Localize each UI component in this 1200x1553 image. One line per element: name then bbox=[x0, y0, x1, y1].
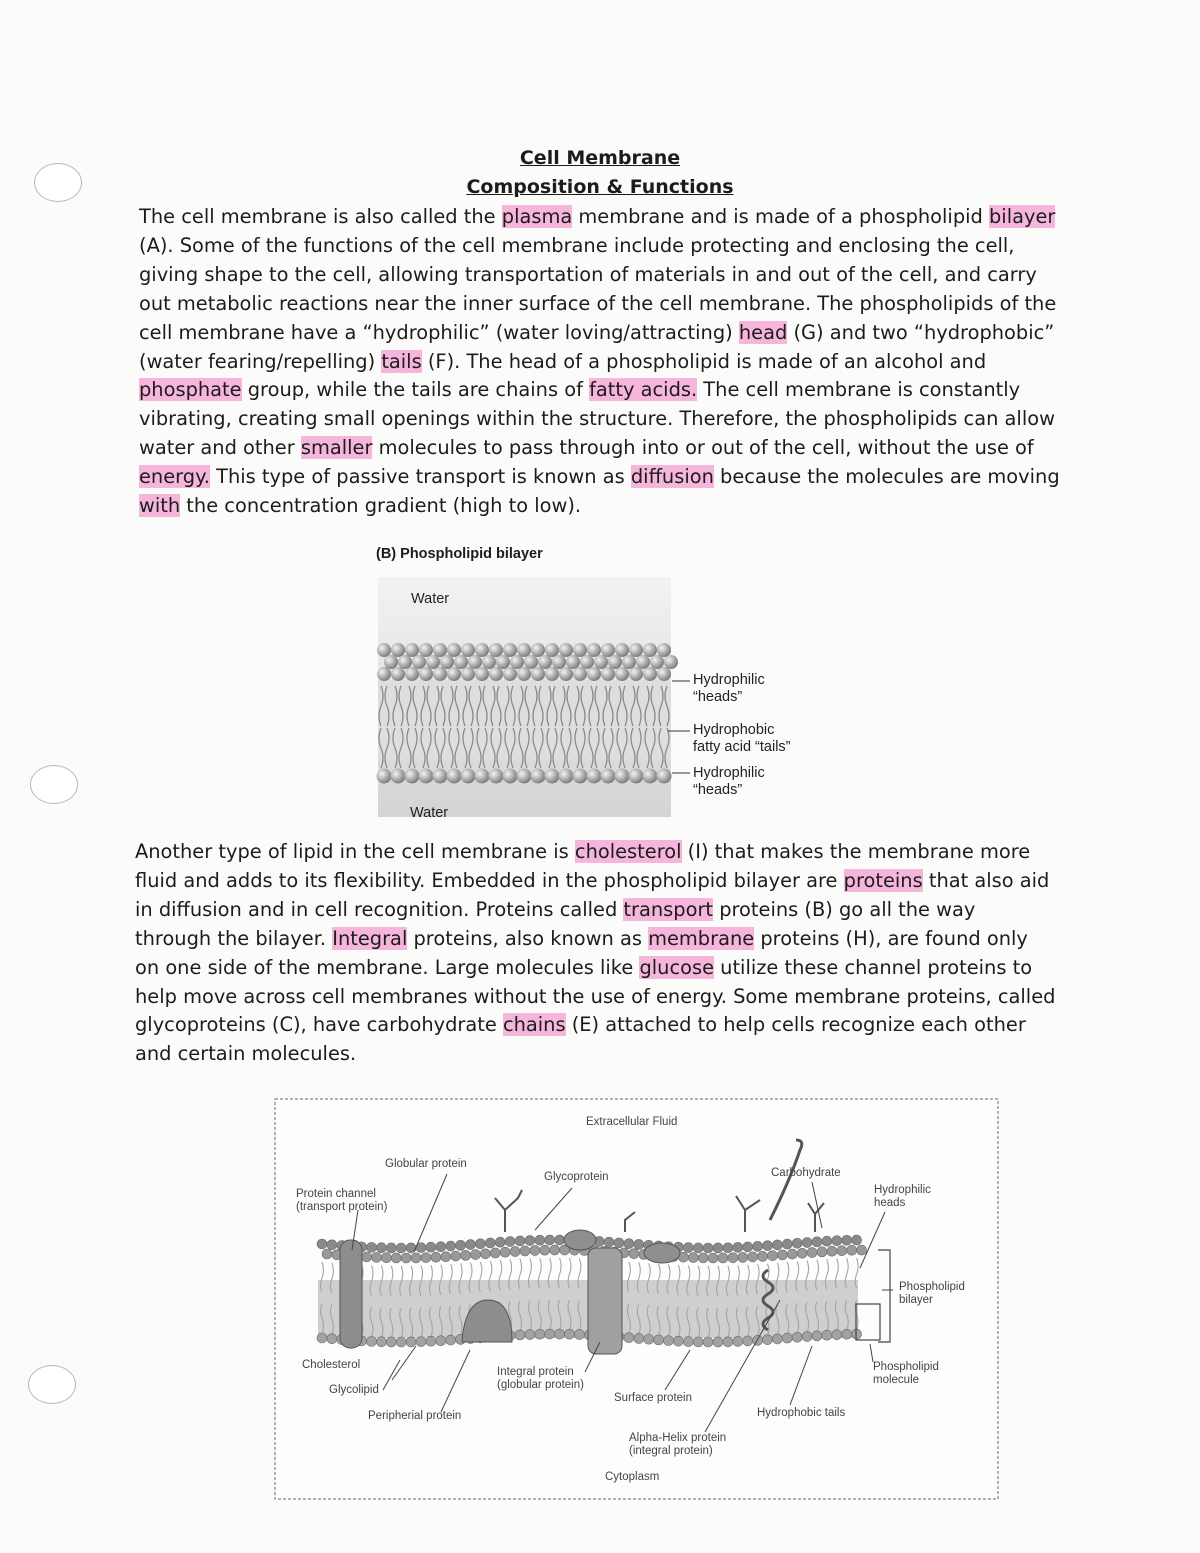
highlighted-term: chains bbox=[502, 1013, 566, 1037]
label-integral-protein: Integral protein (globular protein) bbox=[497, 1366, 584, 1391]
text-run: This type of passive transport is known as bbox=[209, 465, 631, 489]
highlighted-term: phosphate bbox=[139, 378, 242, 402]
page-title: Cell Membrane bbox=[519, 147, 681, 169]
text-run: The cell membrane is also called the bbox=[139, 205, 502, 228]
label-extracellular-fluid: Extracellular Fluid bbox=[586, 1116, 678, 1128]
label-hydrophilic-heads: Hydrophilic heads bbox=[874, 1184, 931, 1209]
highlighted-term: bilayer bbox=[989, 205, 1056, 228]
text-run: (I) that makes the membrane more fluid and adds to its flexibility. Embedded in the phospholipid bilayer are bbox=[135, 840, 1031, 892]
highlighted-term: head bbox=[738, 320, 788, 344]
label-alpha-helix-protein: Alpha-Helix protein (integral protein) bbox=[629, 1432, 727, 1457]
highlighted-term: Integral bbox=[332, 926, 408, 950]
label-peripheral-protein: Peripherial protein bbox=[368, 1410, 462, 1422]
highlighted-term: with bbox=[139, 494, 181, 518]
page-subtitle: Composition & Functions bbox=[466, 176, 734, 198]
text-run: membrane and is made of a phospholipid bbox=[572, 205, 989, 228]
highlighted-term: diffusion bbox=[630, 465, 714, 489]
highlighted-term: proteins bbox=[843, 868, 923, 892]
label-cytoplasm: Cytoplasm bbox=[605, 1471, 660, 1483]
highlighted-term: membrane bbox=[648, 926, 755, 950]
water-label-bottom: Water bbox=[410, 805, 449, 821]
highlighted-term: tails bbox=[381, 349, 422, 373]
highlighted-term: energy. bbox=[139, 465, 210, 489]
figure1-title: (B) Phospholipid bilayer bbox=[376, 546, 543, 562]
text-run: molecules to pass through into or out of the cell, without the use of bbox=[372, 436, 1034, 460]
text-run: Another type of lipid in the cell membrane is bbox=[135, 840, 575, 863]
text-run: (G) and two “hydrophobic” (water fearing/repelling) bbox=[139, 320, 1055, 373]
text-run: The cell membrane is constantly vibrating, creating small openings within the structure. Therefore, the phospholipids can allow water and other bbox=[139, 378, 1055, 460]
label-hydrophilic-heads-bottom: Hydrophilic “heads” bbox=[693, 765, 765, 798]
label-hydrophilic-heads-top: Hydrophilic “heads” bbox=[693, 672, 765, 705]
water-label-top: Water bbox=[411, 591, 450, 607]
text-run: proteins, also known as bbox=[407, 926, 649, 950]
text-run: (A). Some of the functions of the cell membrane include protecting and enclosing the cell, giving shape to the cell, allowing transportation of materials in and out of the cell, and carry out metabolic reactions near the inner surface of the cell membrane. The phospholipids of the cell membrane have a “hydrophilic” (water loving/attracting) bbox=[139, 233, 1057, 344]
highlighted-term: fatty acids. bbox=[589, 378, 698, 402]
highlighted-term: transport bbox=[623, 897, 714, 921]
label-hydrophobic-tails: Hydrophobic fatty acid “tails” bbox=[693, 722, 791, 755]
label-globular-protein: Globular protein bbox=[385, 1158, 467, 1170]
label-hydrophobic-tails: Hydrophobic tails bbox=[757, 1407, 846, 1419]
text-run: the concentration gradient (high to low). bbox=[180, 494, 582, 518]
label-cholesterol: Cholesterol bbox=[302, 1359, 361, 1371]
highlighted-term: plasma bbox=[501, 205, 573, 228]
text-run: (F). The head of a phospholipid is made of an alcohol and bbox=[421, 349, 987, 373]
label-surface-protein: Surface protein bbox=[614, 1392, 692, 1404]
text-run: because the molecules are moving bbox=[713, 465, 1060, 489]
text-run: utilize these channel proteins to help move across cell membranes without the use of energy. Some membrane proteins, called glycoproteins (C), have carbohydrate bbox=[135, 955, 1056, 1037]
label-glycoprotein: Glycoprotein bbox=[544, 1171, 609, 1183]
text-run: proteins (B) go all the way through the bilayer. bbox=[135, 897, 976, 950]
text-run: proteins (H), are found only on one side of the membrane. Large molecules like bbox=[135, 926, 1028, 979]
text-run: that also aid in diffusion and in cell recognition. Proteins called bbox=[135, 868, 1050, 921]
highlighted-term: smaller bbox=[300, 436, 373, 460]
label-phospholipid-bilayer: Phospholipid bilayer bbox=[899, 1281, 965, 1306]
highlighted-term: glucose bbox=[639, 955, 714, 979]
label-carbohydrate: Carbohydrate bbox=[771, 1167, 841, 1179]
label-glycolipid: Glycolipid bbox=[329, 1384, 379, 1396]
highlighted-term: cholesterol bbox=[574, 840, 682, 863]
label-phospholipid-molecule: Phospholipid molecule bbox=[873, 1361, 939, 1386]
label-protein-channel: Protein channel (transport protein) bbox=[296, 1188, 388, 1213]
text-run: group, while the tails are chains of bbox=[241, 378, 590, 402]
text-run: (E) attached to help cells recognize each other and certain molecules. bbox=[135, 1013, 1026, 1066]
